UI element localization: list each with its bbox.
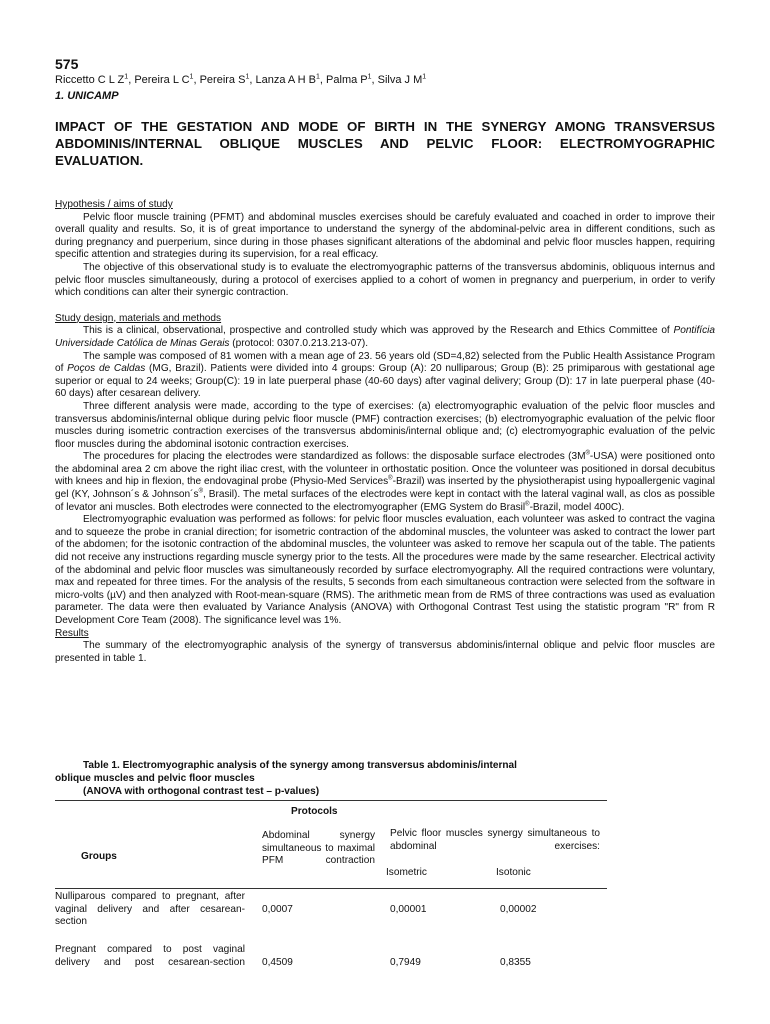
col-header-pelvic: Pelvic floor muscles synergy simultaneous to abdominal exercises: — [390, 828, 600, 852]
paragraph: The objective of this observational study is to evaluate the electromyographic patterns of the transversus abdominis, obliquous internus and pelvic floor muscles simultaneously, during a protocol of exercises applied to a cohort of women in pregnancy and puerperium, in order to verify which conditions can alter their synergic contraction. — [55, 261, 715, 299]
author-affiliation-mark: 1 — [316, 73, 320, 81]
table-caption — [55, 759, 615, 798]
author-name: Pereira S — [199, 74, 246, 86]
author-name: Lanza A H B — [255, 74, 317, 86]
row-group-label: Pregnant compared to post vaginal delivery and post cesarean-section — [55, 944, 245, 968]
paragraph: The summary of the electromyographic analysis of the synergy of transversus abdominis/internal oblique and pelvic floor muscles are presented in table 1. — [55, 640, 715, 664]
col-header-abdominal: Abdominal synergy simultaneous to maximal PFM contraction — [262, 830, 375, 867]
affiliation: 1. UNICAMP — [55, 90, 119, 102]
spacer — [55, 300, 715, 313]
registered-mark: ® — [525, 501, 530, 508]
section-heading-hypothesis: Hypothesis / aims of study — [55, 199, 173, 210]
caption-line: (ANOVA with orthogonal contrast test – p-values) — [83, 786, 320, 797]
text-run: , Brasil). The metal surfaces of the electrodes were kept in contact with the lateral vaginal wall, as clos as possible of levator ani muscles. Both electrodes were connected to the electromyographer (EMG System do Brasil — [55, 489, 716, 513]
text-run: -USA) were positioned onto the abdominal area 2 cm above the right iliac crest, with the volunteer in orthostatic position. Once the volunteer was positioned in dorsal decubitus with knees and hip in flexion, the endovaginal probe (Physio-Med Services — [55, 451, 715, 488]
registered-mark: ® — [198, 488, 203, 495]
author-affiliation-mark: 1 — [367, 73, 372, 81]
table-rule-top — [55, 800, 607, 801]
paragraph — [55, 351, 715, 401]
caption-line: oblique muscles and pelvic floor muscles — [55, 773, 255, 784]
text-run: This is a clinical, observational, prospective and controlled study which was approved by the Research and Ethics Committee of — [83, 325, 674, 337]
abstract-number: 575 — [55, 56, 79, 72]
text-run: (protocol: 0307.0.213.213-07). — [229, 337, 369, 349]
author-affiliation-mark: 1 — [189, 73, 194, 81]
col-header-isotonic: Isotonic — [496, 867, 531, 878]
paragraph: Three different analysis were made, according to the type of exercises: (a) electromyographic evaluation of the pelvic floor muscles and transversus abdominis/internal oblique during pelvic floor muscle (PMF) contraction exercises; (b) electromyographic evaluation of the pelvic floor muscles during isometric contraction exercises of the transversus abdominis/internal oblique and; (c) electromyographic evaluation of the pelvic floor muscles during the abdominal isotonic contraction exercises. — [55, 400, 715, 450]
section-heading-design: Study design, materials and methods — [55, 312, 222, 324]
row-group-label: Nulliparous compared to pregnant, after vaginal delivery and after cesarean-section — [55, 891, 245, 928]
registered-mark: ® — [585, 450, 590, 457]
paragraph — [55, 325, 715, 350]
registered-mark: ® — [388, 476, 393, 483]
author-list: Riccetto C L $Z^1$, Pereira L $C^1$, Pereira $S^1$, Lanza A H $B^1$, Palma $P^1$, Silva J $M^1$ — [55, 73, 427, 86]
protocols-header: Protocols — [291, 806, 338, 817]
author-affiliation-mark: 1 — [245, 73, 250, 81]
p-value-isometric: 0,7949 — [390, 957, 421, 968]
paragraph: Electromyographic evaluation was performed as follows: for pelvic floor muscles evaluation, each volunteer was asked to contract the vagina and to squeeze the probe in cranial direction; for isometric contraction of the abdominal muscles, the volunteer was asked to contract the lower part of the abdomen; for the isotonic contraction of the abdominal muscles, the volunteer was asked to remove her scapula out of the table. The patients did not receive any instructions regarding muscle synergy prior to the tests. All the procedures were made by the same researcher. Electrical activity of the abdominal and pelvic floor muscles was simultaneously recorded by surface electromyography. All the required contractions were voluntary, max and repeated for three times. For the analysis of the results, 5 seconds from each simultaneous contraction were selected from the software in micro-volts (µV) and then analyzed with Root-mean-square (RMS). The arithmetic mean from de RMS of three contractions was used as evaluation parameter. The data were then evaluated by Variance Analysis (ANOVA) with Orthogonal Contrast Test using the statistic program "R" from R Development Core Team (2008). The significance level was 1%. — [55, 514, 715, 626]
paragraph: Pelvic floor muscle training (PFMT) and abdominal muscles exercises should be carefuly evaluated and coached in order to improve their overall quality and results. So, it is of great importance to understand the synergy of the abdominal-pelvic area in different conditions, such as during pregnancy and puerperium, since during in those phases significant alterations of the abdominal and pelvic floor muscles happen, requiring specific attention and strategies during its supervision, for a real efficacy. — [55, 211, 715, 261]
p-value-isotonic: 0,8355 — [500, 957, 531, 968]
p-value-abdominal: 0,0007 — [262, 904, 293, 915]
text-run: (MG, Brazil). Patients were divided into 4 groups: Group (A): 20 nulliparous; Group (B): 25 primiparous with gestational age superior or equal to 24 weeks; Group(C): 19 in late puerperal phase (40-60 days) after vaginal delivery; Group (D): 17 in late puerperal phase (40- 60 days) after cesarean delivery. — [55, 363, 715, 400]
text-run-italic: Poços de Caldas — [67, 363, 146, 375]
p-value-isotonic: 0,00002 — [500, 904, 537, 915]
author-affiliation-mark: 1 — [124, 73, 129, 81]
p-value-abdominal: 0,4509 — [262, 957, 293, 968]
p-value-isometric: 0,00001 — [390, 904, 427, 915]
table-rule-header — [55, 888, 607, 889]
paragraph — [55, 451, 715, 514]
author-name: Silva J M — [377, 74, 423, 86]
author-affiliation-mark: 1 — [422, 73, 427, 81]
col-header-isometric: Isometric — [386, 867, 427, 878]
body-text — [55, 199, 715, 665]
paper-title: IMPACT OF THE GESTATION AND MODE OF BIRTH IN THE SYNERGY AMONG TRANSVERSUS ABDOMINIS/INTERNAL OBLIQUE MUSCLES AND PELVIC FLOOR: ELECTROMYOGRAPHIC EVALUATION. — [55, 119, 715, 168]
caption-line: Table 1. Electromyographic analysis of the synergy among transversus abdominis/internal — [83, 760, 517, 771]
text-run: The procedures for placing the electrodes were standardized as follows: the disposable surface electrodes (3M — [83, 451, 586, 463]
text-run: -Brazil, model 400C). — [529, 501, 625, 513]
author-name: Pereira L C — [134, 74, 190, 86]
author-name: Palma P — [326, 74, 368, 86]
section-heading-results: Results — [55, 627, 89, 639]
author-name: Riccetto C L Z — [55, 74, 125, 86]
text-run-italic: Pontifícia Universidade Católica de Minas Gerais — [55, 325, 715, 349]
text-run: -Brazil) was inserted by the physiotherapist using hypoallergenic vaginal gel (KY, Johnson´s & Johnson´s — [55, 476, 715, 501]
text-run: The sample was composed of 81 women with a mean age of 23. 56 years old (SD=4,82) selected from the Public Health Assistance Program of — [55, 350, 715, 375]
col-header-groups: Groups — [81, 851, 117, 862]
